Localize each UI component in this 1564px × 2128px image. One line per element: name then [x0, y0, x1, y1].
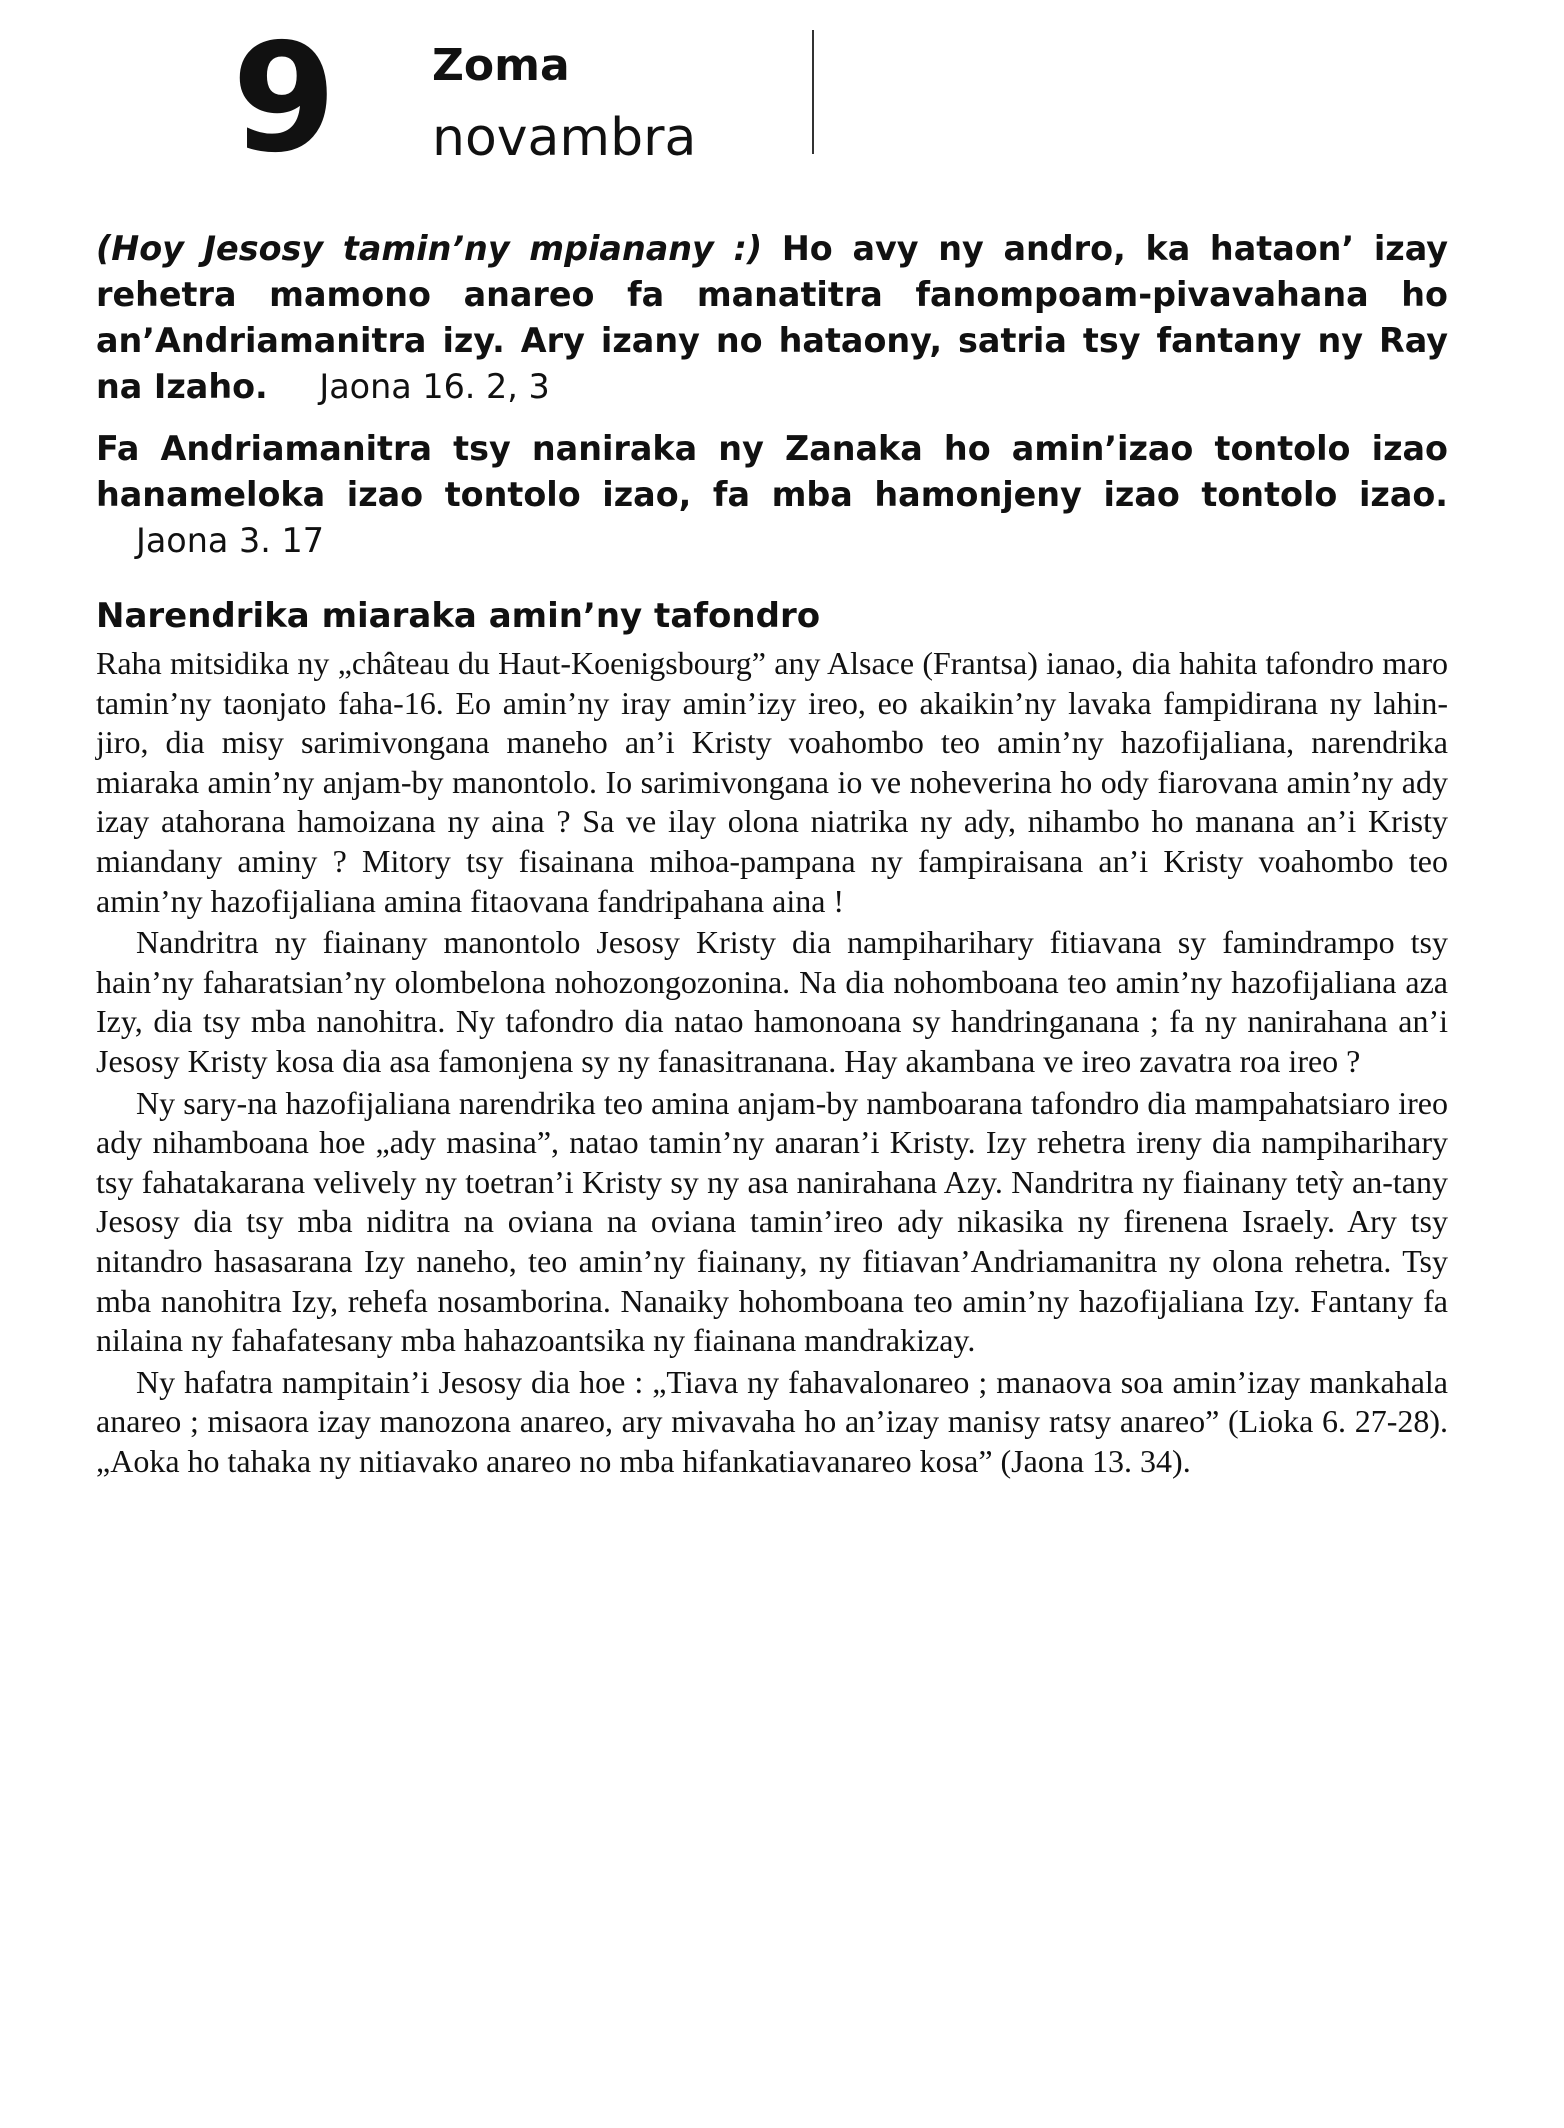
- scripture-verse: [96, 426, 1448, 564]
- verse-intro: (Hoy Jesosy tamin’ny mpianany :): [96, 229, 763, 268]
- verse-reference: Jaona 16. 2, 3: [319, 367, 550, 406]
- article-paragraph: Ny hafatra nampitain’i Jesosy dia hoe : „Tiava ny fahavalonareo ; manaova soa amin’izay mankahala anareo ; misaora izay manozona anareo, ary mivavaha ho an’izay manisy ratsy anareo” (Lioka 6. 27-28). „Aoka ho tahaka ny nitiavako anareo no mba hifankatiavanareo kosa” (Jaona 13. 34).: [96, 1363, 1448, 1479]
- weekday: Zoma: [432, 40, 570, 91]
- date-header: [96, 12, 1448, 198]
- header-divider: [812, 30, 814, 154]
- article-paragraph: Raha mitsidika ny „château du Haut-Koenigsbourg” any Alsace (Frantsa) ianao, dia hahita tafondro maro tamin’ny taonjato faha-16. Eo amin’ny iray amin’izy ireo, eo akaikin’ny lavaka fampidirana ny lahin-jiro, dia misy sarimivongana maneho an’i Kristy voahombo teo amin’ny hazofijaliana, narendrika miaraka amin’ny anjam-by manontolo. Io sarimivongana io ve noheverina ho ody fiarovana amin’ny ady izay atahorana hamoizana ny aina ? Sa ve ilay olona niatrika ny ady, nihambo ho manana an’i Kristy miandany aminy ? Mitory tsy fisainana mihoa-pampana ny fampiraisana an’i Kristy voahombo teo amin’ny hazofijaliana amina fitaovana fandripahana aina !: [96, 645, 1448, 919]
- scripture-verse: [96, 226, 1448, 410]
- devotional-page: [96, 12, 1448, 1483]
- article-paragraph: Ny sary-na hazofijaliana narendrika teo amina anjam-by namboarana tafondro dia mampahatsiaro ireo ady nihamboana hoe „ady masina”, natao tamin’ny anaran’i Kristy. Izy rehetra ireny dia nampiharihary tsy fahatakarana velively ny toetran’i Kristy sy ny asa nanirahana Azy. Nandritra ny fiainany tetỳ an-tany Jesosy dia tsy mba niditra na oviana na oviana tamin’ireo ady nikasika ny firenena Israely. Ary tsy nitandro hasasarana Izy naneho, teo amin’ny fiainany, ny fitiavan’Andriamanitra ny olona rehetra. Tsy mba nanohitra Izy, rehefa nosamborina. Nanaiky hohomboana teo amin’ny hazofijaliana Izy. Fantany fa nilaina ny fahafatesany mba hahazoantsika ny fiainana mandrakizay.: [96, 1084, 1448, 1359]
- article-body: [96, 644, 1448, 1481]
- day-number: 9: [232, 12, 333, 186]
- article-title: Narendrika miaraka amin’ny tafondro: [96, 596, 821, 636]
- month: novambra: [432, 108, 697, 168]
- article-paragraph: Nandritra ny fiainany manontolo Jesosy Kristy dia nampiharihary fitiavana sy famindrampo tsy hain’ny faharatsian’ny olombelona nohozongozonina. Na dia nohomboana teo amin’ny hazofijaliana aza Izy, dia tsy mba nanohitra. Ny tafondro dia natao hamonoana sy handringanana ; fa ny nanirahana an’i Jesosy Kristy kosa dia asa famonjena sy ny fanasitranana. Hay akambana ve ireo zavatra roa ireo ?: [96, 924, 1448, 1079]
- verse-reference: Jaona 3. 17: [136, 521, 324, 560]
- verse-text: Fa Andriamanitra tsy naniraka ny Zanaka ho amin’izao tontolo izao hanameloka izao tontolo izao, fa mba hamonjeny izao tontolo izao.: [96, 429, 1448, 514]
- verse-text: Ho avy ny andro, ka hataon’ izay rehetra mamono anareo fa manatitra fanompoam-pivavahana ho an’Andriamanitra izy. Ary izany no hataony, satria tsy fantany ny Ray na Izaho.: [96, 229, 1448, 406]
